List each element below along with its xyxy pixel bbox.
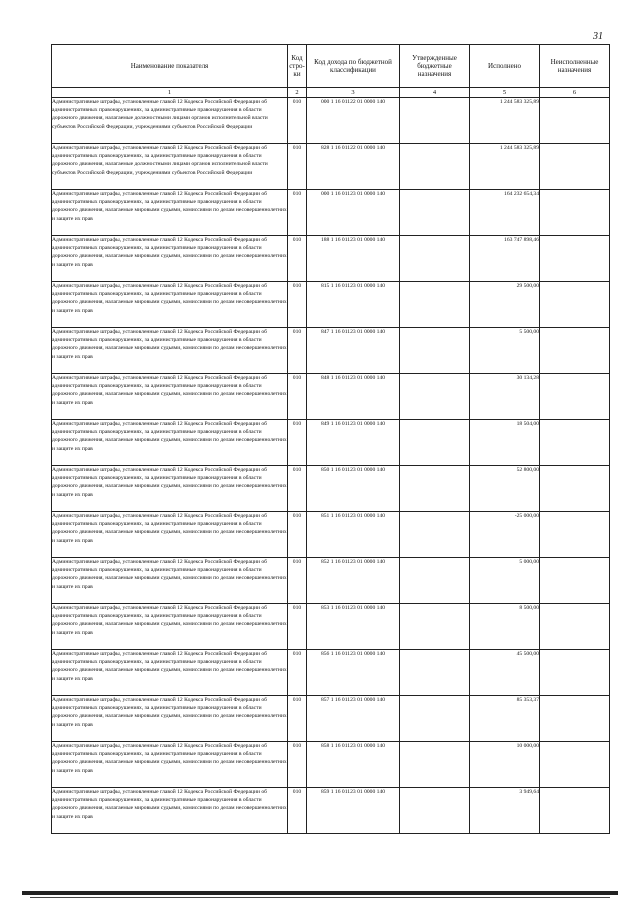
header-unexecuted: Неисполненные назначения <box>540 45 610 88</box>
row-name-text: Административные штрафы, установленные главой 12 Кодекса Российской Федерации об административных правонарушениях, за административные правонарушения в области дорожного движения, налагаемые мировыми судьями, комиссиями по делам несовершеннолетних и защите их прав <box>52 697 287 728</box>
row-unexecuted-cell <box>540 328 610 374</box>
row-name-cell <box>52 696 288 742</box>
row-name-cell <box>52 558 288 604</box>
scan-edge-line-thin <box>30 897 610 898</box>
row-line-code-cell: 010 <box>288 144 307 190</box>
row-executed-cell: 18 504,00 <box>470 420 540 466</box>
row-line-code-cell: 010 <box>288 98 307 144</box>
row-executed-cell: 45 500,00 <box>470 650 540 696</box>
row-name-text: Административные штрафы, установленные главой 12 Кодекса Российской Федерации об административных правонарушениях, за административные правонарушения в области дорожного движения, налагаемые мировыми судьями, комиссиями по делам несовершеннолетних и защите их прав <box>52 283 287 314</box>
row-income-code-cell: 848 1 16 01123 01 0000 140 <box>307 374 400 420</box>
table-row <box>52 466 610 512</box>
budget-execution-table <box>51 44 610 834</box>
row-line-code-cell: 010 <box>288 558 307 604</box>
header-name: Наименование показателя <box>52 45 288 88</box>
row-unexecuted-cell <box>540 420 610 466</box>
row-executed-cell: 30 134,28 <box>470 374 540 420</box>
row-line-code-cell: 010 <box>288 328 307 374</box>
column-number: 1 <box>52 88 288 98</box>
row-line-code-cell: 010 <box>288 650 307 696</box>
row-unexecuted-cell <box>540 512 610 558</box>
row-approved-cell <box>400 98 470 144</box>
row-executed-cell: -25 000,00 <box>470 512 540 558</box>
row-income-code-cell: 852 1 16 01123 01 0000 140 <box>307 558 400 604</box>
column-number: 2 <box>288 88 307 98</box>
table-row <box>52 190 610 236</box>
row-name-cell <box>52 420 288 466</box>
table-body <box>52 98 610 834</box>
row-income-code-cell: 857 1 16 01123 01 0000 140 <box>307 696 400 742</box>
row-line-code-cell: 010 <box>288 788 307 834</box>
row-executed-cell: 5 000,00 <box>470 558 540 604</box>
row-executed-cell: 5 500,00 <box>470 328 540 374</box>
table-row <box>52 650 610 696</box>
header-income-code: Код дохода по бюджетной классификации <box>307 45 400 88</box>
row-name-text: Административные штрафы, установленные главой 12 Кодекса Российской Федерации об административных правонарушениях, за административные правонарушения в области дорожного движения, налагаемые мировыми судьями, комиссиями по делам несовершеннолетних и защите их прав <box>52 329 287 360</box>
row-income-code-cell: 847 1 16 01123 01 0000 140 <box>307 328 400 374</box>
row-name-text: Административные штрафы, установленные главой 12 Кодекса Российской Федерации об административных правонарушениях, за административные правонарушения в области дорожного движения, налагаемые мировыми судьями, комиссиями по делам несовершеннолетних и защите их прав <box>52 421 287 452</box>
row-name-text: Административные штрафы, установленные главой 12 Кодекса Российской Федерации об административных правонарушениях, за административные правонарушения в области дорожного движения, налагаемые мировыми судьями, комиссиями по делам несовершеннолетних и защите их прав <box>52 743 287 774</box>
row-approved-cell <box>400 144 470 190</box>
row-name-text: Административные штрафы, установленные главой 12 Кодекса Российской Федерации об административных правонарушениях, за административные правонарушения в области дорожного движения, налагаемые должностными лицами органов исполнительной власти субъектов Российской Федерации, учреждениями субъектов Российской Федерации <box>52 145 268 176</box>
row-income-code-cell: 859 1 16 01123 01 0000 140 <box>307 788 400 834</box>
row-unexecuted-cell <box>540 788 610 834</box>
row-income-code-cell: 853 1 16 01123 01 0000 140 <box>307 604 400 650</box>
row-unexecuted-cell <box>540 190 610 236</box>
row-approved-cell <box>400 742 470 788</box>
row-line-code-cell: 010 <box>288 190 307 236</box>
row-approved-cell <box>400 604 470 650</box>
row-name-cell <box>52 512 288 558</box>
table-row <box>52 282 610 328</box>
row-executed-cell: 164 232 654,34 <box>470 190 540 236</box>
row-unexecuted-cell <box>540 696 610 742</box>
column-number: 5 <box>470 88 540 98</box>
row-unexecuted-cell <box>540 98 610 144</box>
row-approved-cell <box>400 466 470 512</box>
row-unexecuted-cell <box>540 650 610 696</box>
row-approved-cell <box>400 558 470 604</box>
row-name-cell <box>52 282 288 328</box>
row-name-text: Административные штрафы, установленные главой 12 Кодекса Российской Федерации об административных правонарушениях, за административные правонарушения в области дорожного движения, налагаемые мировыми судьями, комиссиями по делам несовершеннолетних и защите их прав <box>52 789 287 820</box>
row-executed-cell: 52 800,00 <box>470 466 540 512</box>
row-name-text: Административные штрафы, установленные главой 12 Кодекса Российской Федерации об административных правонарушениях, за административные правонарушения в области дорожного движения, налагаемые мировыми судьями, комиссиями по делам несовершеннолетних и защите их прав <box>52 191 287 222</box>
row-name-text: Административные штрафы, установленные главой 12 Кодекса Российской Федерации об административных правонарушениях, за административные правонарушения в области дорожного движения, налагаемые мировыми судьями, комиссиями по делам несовершеннолетних и защите их прав <box>52 375 287 406</box>
table-row <box>52 328 610 374</box>
row-approved-cell <box>400 282 470 328</box>
row-line-code-cell: 010 <box>288 282 307 328</box>
row-name-text: Административные штрафы, установленные главой 12 Кодекса Российской Федерации об административных правонарушениях, за административные правонарушения в области дорожного движения, налагаемые мировыми судьями, комиссиями по делам несовершеннолетних и защите их прав <box>52 651 287 682</box>
row-income-code-cell: 000 1 16 01123 01 0000 140 <box>307 190 400 236</box>
row-line-code-cell: 010 <box>288 512 307 558</box>
row-income-code-cell: 815 1 16 01123 01 0000 140 <box>307 282 400 328</box>
table-row <box>52 558 610 604</box>
row-income-code-cell: 856 1 16 01123 01 0000 140 <box>307 650 400 696</box>
row-line-code-cell: 010 <box>288 466 307 512</box>
row-name-text: Административные штрафы, установленные главой 12 Кодекса Российской Федерации об административных правонарушениях, за административные правонарушения в области дорожного движения, налагаемые мировыми судьями, комиссиями по делам несовершеннолетних и защите их прав <box>52 605 287 636</box>
row-unexecuted-cell <box>540 282 610 328</box>
table-row <box>52 236 610 282</box>
row-name-cell <box>52 190 288 236</box>
row-unexecuted-cell <box>540 236 610 282</box>
row-executed-cell: 8 500,00 <box>470 604 540 650</box>
table-row <box>52 98 610 144</box>
row-name-text: Административные штрафы, установленные главой 12 Кодекса Российской Федерации об административных правонарушениях, за административные правонарушения в области дорожного движения, налагаемые должностными лицами органов исполнительной власти субъектов Российской Федерации, учреждениями субъектов Российской Федерации <box>52 99 268 130</box>
row-unexecuted-cell <box>540 144 610 190</box>
table-row <box>52 420 610 466</box>
row-name-text: Административные штрафы, установленные главой 12 Кодекса Российской Федерации об административных правонарушениях, за административные правонарушения в области дорожного движения, налагаемые мировыми судьями, комиссиями по делам несовершеннолетних и защите их прав <box>52 467 287 498</box>
row-name-cell <box>52 236 288 282</box>
row-executed-cell: 10 000,00 <box>470 742 540 788</box>
row-line-code-cell: 010 <box>288 604 307 650</box>
row-name-cell <box>52 604 288 650</box>
row-approved-cell <box>400 788 470 834</box>
page-number: 31 <box>593 31 603 42</box>
table-row <box>52 604 610 650</box>
row-approved-cell <box>400 374 470 420</box>
row-income-code-cell: 188 1 16 01123 01 0000 140 <box>307 236 400 282</box>
table-row <box>52 696 610 742</box>
row-executed-cell: 3 949,64 <box>470 788 540 834</box>
row-name-cell <box>52 374 288 420</box>
row-line-code-cell: 010 <box>288 374 307 420</box>
row-name-cell <box>52 144 288 190</box>
row-name-cell <box>52 650 288 696</box>
row-executed-cell: 1 244 583 325,89 <box>470 98 540 144</box>
scan-edge-line <box>22 891 618 895</box>
table-row <box>52 374 610 420</box>
row-name-cell <box>52 466 288 512</box>
row-line-code-cell: 010 <box>288 420 307 466</box>
row-unexecuted-cell <box>540 558 610 604</box>
row-name-text: Административные штрафы, установленные главой 12 Кодекса Российской Федерации об административных правонарушениях, за административные правонарушения в области дорожного движения, налагаемые мировыми судьями, комиссиями по делам несовершеннолетних и защите их прав <box>52 513 287 544</box>
row-income-code-cell: 849 1 16 01123 01 0000 140 <box>307 420 400 466</box>
row-executed-cell: 163 747 898,46 <box>470 236 540 282</box>
row-line-code-cell: 010 <box>288 236 307 282</box>
column-number: 6 <box>540 88 610 98</box>
row-unexecuted-cell <box>540 374 610 420</box>
row-name-cell <box>52 742 288 788</box>
row-unexecuted-cell <box>540 466 610 512</box>
row-name-cell <box>52 788 288 834</box>
row-name-cell <box>52 98 288 144</box>
row-income-code-cell: 828 1 16 01122 01 0000 140 <box>307 144 400 190</box>
row-approved-cell <box>400 328 470 374</box>
row-approved-cell <box>400 696 470 742</box>
row-approved-cell <box>400 512 470 558</box>
row-unexecuted-cell <box>540 604 610 650</box>
table-row <box>52 144 610 190</box>
row-approved-cell <box>400 420 470 466</box>
table-header-row <box>52 45 610 88</box>
column-number: 3 <box>307 88 400 98</box>
row-unexecuted-cell <box>540 742 610 788</box>
row-approved-cell <box>400 650 470 696</box>
header-line-code: Код стро-ки <box>288 45 307 88</box>
row-income-code-cell: 000 1 16 01122 01 0000 140 <box>307 98 400 144</box>
table-row <box>52 512 610 558</box>
row-line-code-cell: 010 <box>288 696 307 742</box>
row-income-code-cell: 850 1 16 01123 01 0000 140 <box>307 466 400 512</box>
table-row <box>52 742 610 788</box>
row-line-code-cell: 010 <box>288 742 307 788</box>
row-approved-cell <box>400 190 470 236</box>
row-name-text: Административные штрафы, установленные главой 12 Кодекса Российской Федерации об административных правонарушениях, за административные правонарушения в области дорожного движения, налагаемые мировыми судьями, комиссиями по делам несовершеннолетних и защите их прав <box>52 237 287 268</box>
column-number: 4 <box>400 88 470 98</box>
header-executed: Исполнено <box>470 45 540 88</box>
header-approved: Утвержденные бюджетные назначения <box>400 45 470 88</box>
row-approved-cell <box>400 236 470 282</box>
table-row <box>52 788 610 834</box>
row-executed-cell: 29 500,00 <box>470 282 540 328</box>
row-income-code-cell: 858 1 16 01123 01 0000 140 <box>307 742 400 788</box>
row-income-code-cell: 851 1 16 01123 01 0000 140 <box>307 512 400 558</box>
row-name-text: Административные штрафы, установленные главой 12 Кодекса Российской Федерации об административных правонарушениях, за административные правонарушения в области дорожного движения, налагаемые мировыми судьями, комиссиями по делам несовершеннолетних и защите их прав <box>52 559 287 590</box>
row-executed-cell: 85 353,37 <box>470 696 540 742</box>
row-name-cell <box>52 328 288 374</box>
row-executed-cell: 1 244 583 325,89 <box>470 144 540 190</box>
column-number-row <box>52 88 610 98</box>
